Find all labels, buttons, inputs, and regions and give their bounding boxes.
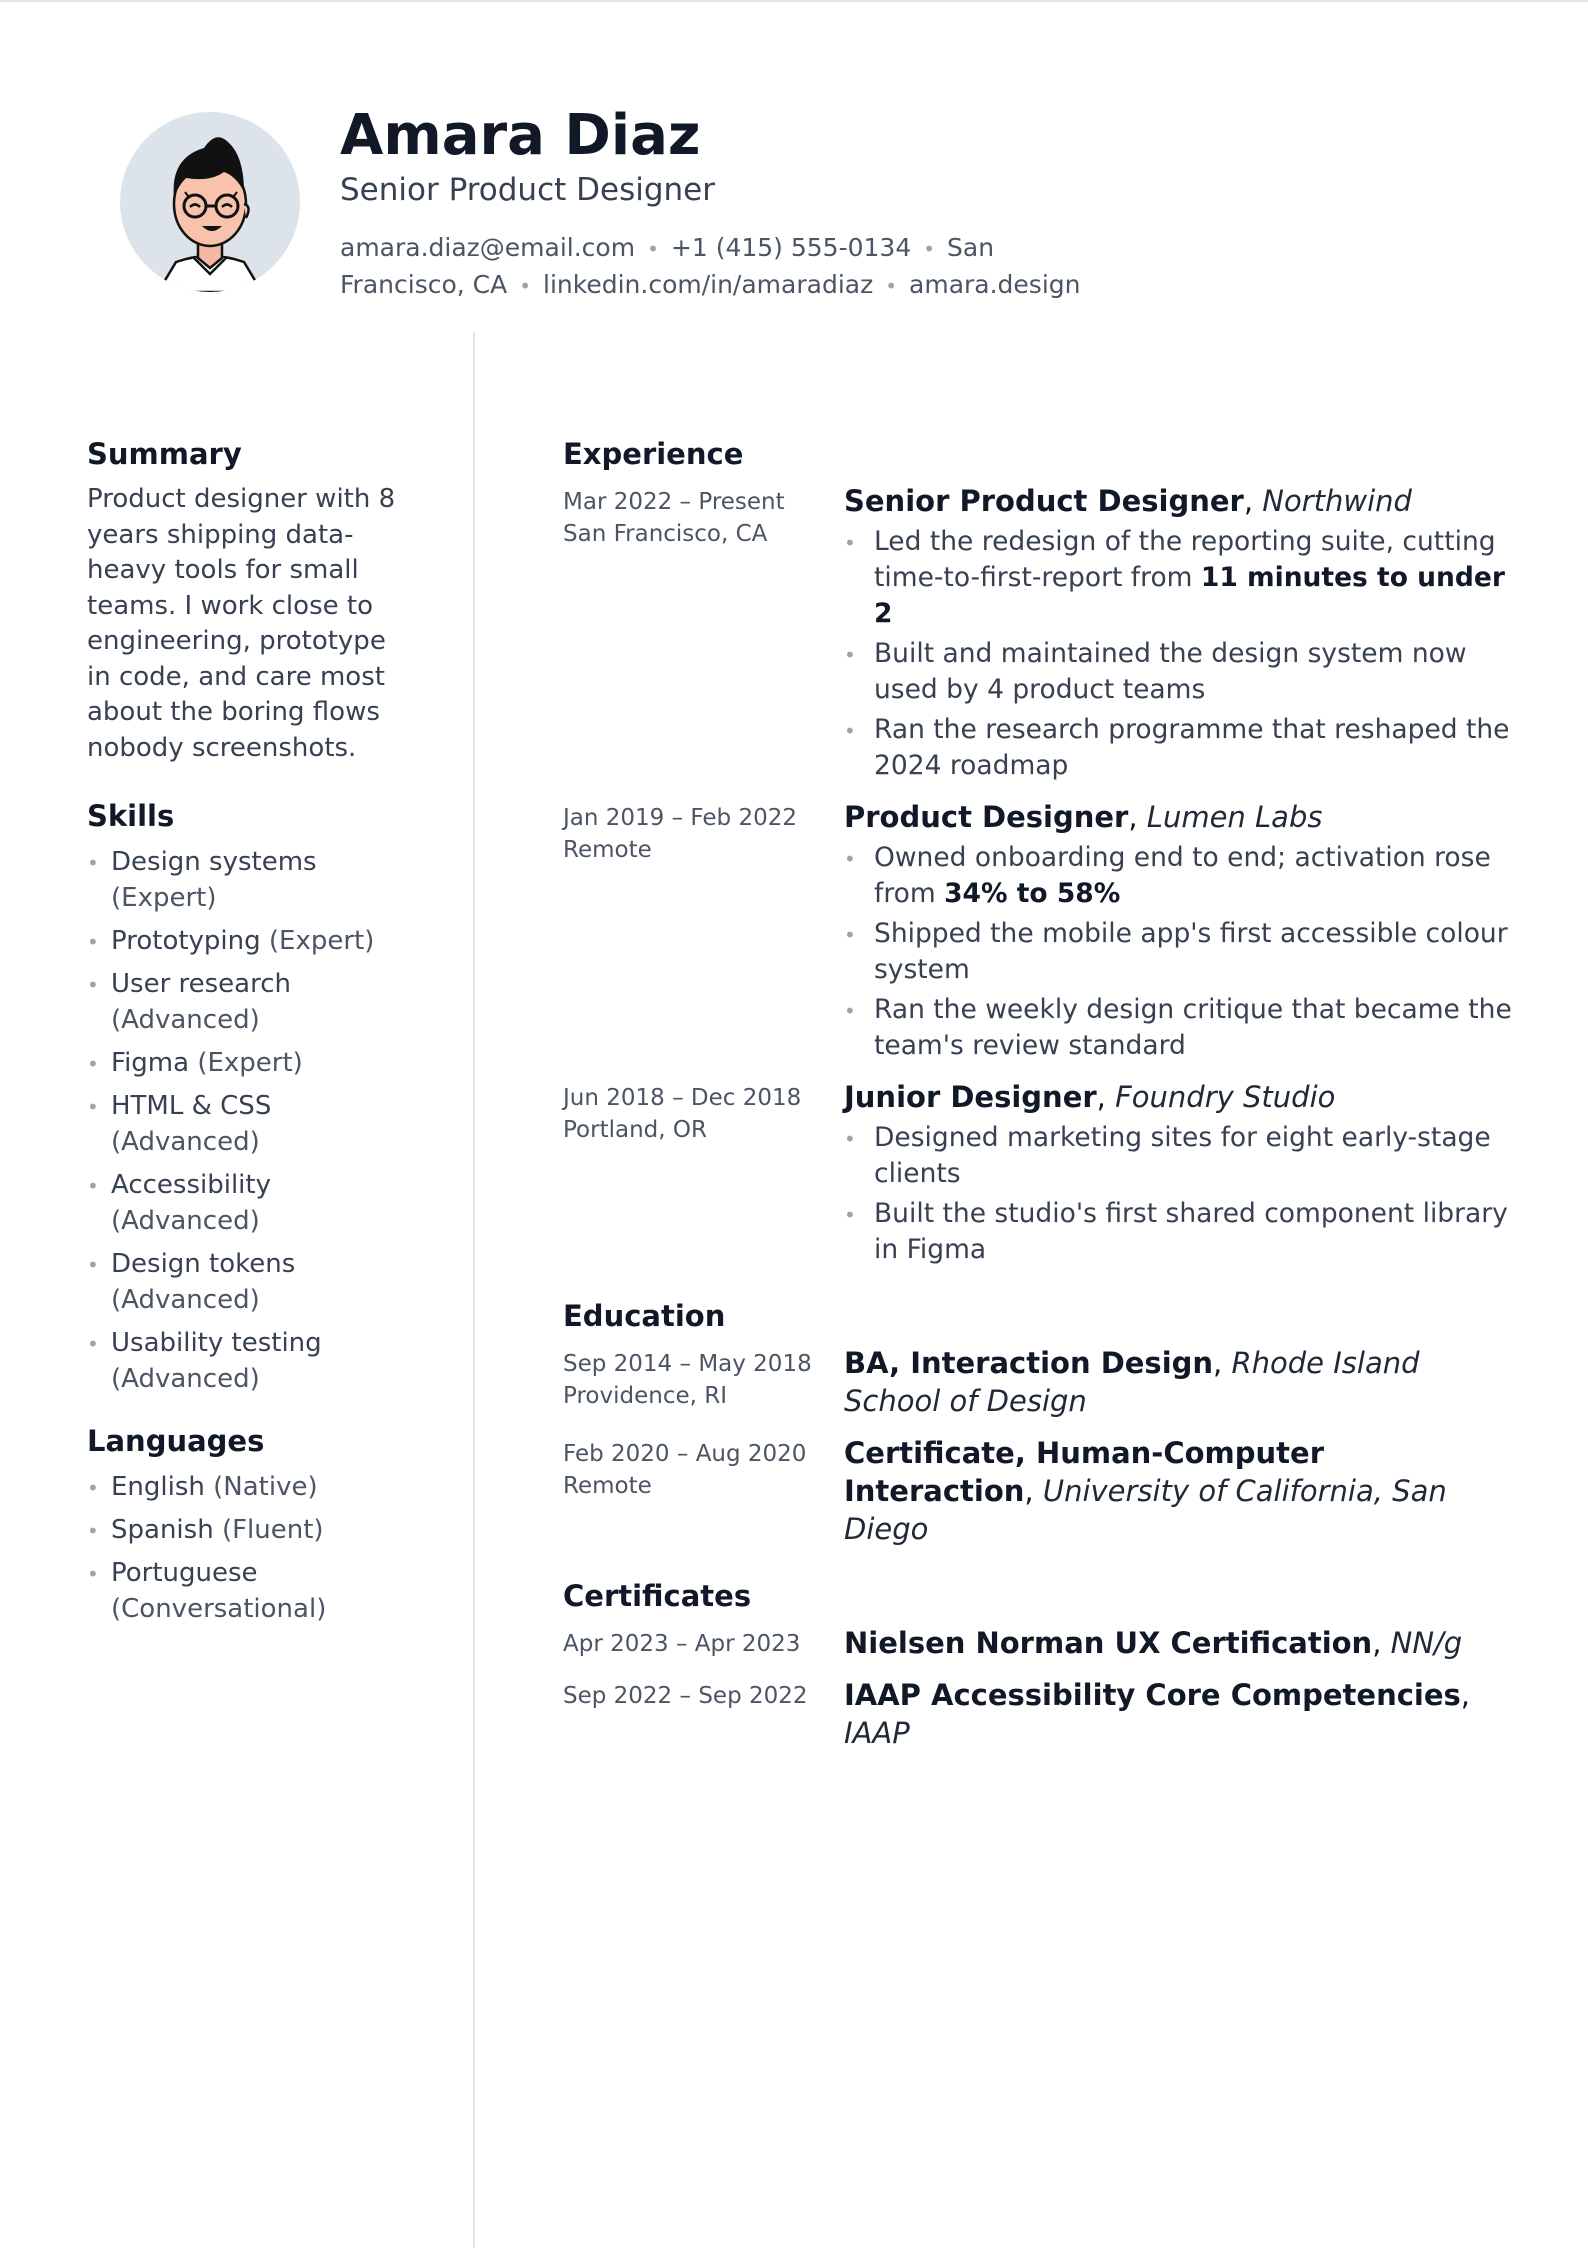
language-name: English (111, 1472, 205, 1502)
entry-meta (563, 802, 833, 866)
experience-section (563, 432, 1523, 1268)
contact-email[interactable]: amara.diaz@email.com (340, 233, 636, 262)
entry-location: Portland, OR (563, 1117, 707, 1143)
job-title: Product Designer (844, 800, 1129, 834)
skills-list (87, 844, 407, 1397)
skill-item (87, 1045, 407, 1081)
language-level: (Native) (213, 1472, 318, 1502)
skill-item (87, 1167, 407, 1239)
bullet-text: Designed marketing sites for eight early-stage clients (874, 1122, 1491, 1189)
cartoon-avatar-icon (120, 112, 300, 292)
section-title-languages: Languages (87, 1424, 265, 1458)
bullet-text: Led the redesign of the reporting suite, cutting time-to-first-report from (874, 526, 1496, 593)
education-entry (563, 1434, 1523, 1548)
skill-level: (Expert) (197, 1048, 303, 1078)
entry-title: Certificate, Human-Computer Interaction, University of California, San Diego (844, 1436, 1447, 1546)
skill-name: User research (111, 969, 292, 999)
entry-dates: Sep 2014 – May 2018 (563, 1351, 812, 1377)
entry-title: Nielsen Norman UX Certification, NN/g (844, 1626, 1463, 1660)
entry-meta (563, 1082, 833, 1146)
bullet-item (844, 916, 1523, 988)
bullet-text: Built the studio's first shared component library in Figma (874, 1198, 1508, 1265)
skill-item (87, 923, 407, 959)
certificate-issuer: IAAP (844, 1716, 910, 1750)
job-title: Junior Designer (844, 1080, 1097, 1114)
bullet-text: Built and maintained the design system now used by 4 product teams (874, 638, 1467, 705)
language-item (87, 1512, 407, 1548)
certificate-name: IAAP Accessibility Core Competencies (844, 1678, 1461, 1712)
language-level: (Conversational) (111, 1594, 327, 1624)
section-title-education: Education (563, 1299, 726, 1333)
column-divider (473, 332, 475, 2248)
entry-meta (563, 1438, 833, 1502)
bullet-item (844, 712, 1523, 784)
section-title-skills: Skills (87, 799, 175, 833)
skill-item (87, 1246, 407, 1318)
entry-title: Junior Designer, Foundry Studio (844, 1080, 1336, 1114)
skill-item (87, 1088, 407, 1160)
bullet-item (844, 636, 1523, 708)
contact-linkedin[interactable]: linkedin.com/in/amaradiaz (543, 270, 874, 299)
entry-body (844, 1434, 1523, 1548)
skill-level: (Advanced) (111, 1206, 260, 1236)
entry-location: Remote (563, 1473, 652, 1499)
section-title-experience: Experience (563, 437, 744, 471)
skill-name: Design tokens (111, 1249, 296, 1279)
entry-body (844, 798, 1523, 1064)
skill-level: (Expert) (268, 926, 375, 956)
bullet-item (844, 840, 1523, 912)
entry-title: BA, Interaction Design, Rhode Island School of Design (844, 1346, 1420, 1418)
education-section (563, 1294, 1523, 1548)
entry-location: Remote (563, 837, 652, 863)
bullet-text: Owned onboarding end to end; activation rose from (874, 842, 1491, 909)
summary-section (87, 432, 407, 766)
language-name: Spanish (111, 1515, 214, 1545)
job-title: Senior Product Designer (844, 484, 1244, 518)
language-level: (Fluent) (221, 1515, 324, 1545)
entry-bullets (844, 524, 1523, 784)
entry-title: Senior Product Designer, Northwind (844, 484, 1412, 518)
entry-body (844, 482, 1523, 784)
entry-bullets (844, 1120, 1523, 1268)
bullet-highlight: 34% to 58% (944, 878, 1121, 909)
bullet-text: Ran the weekly design critique that became the team's review standard (874, 994, 1512, 1061)
skill-name: Usability testing (111, 1328, 322, 1358)
resume-header (120, 103, 1120, 308)
school-name: Rhode Island School of Design (844, 1346, 1420, 1418)
skill-level: (Advanced) (111, 1285, 260, 1315)
candidate-name: Amara Diaz (340, 103, 701, 168)
bullet-item (844, 992, 1523, 1064)
entry-meta (563, 1348, 833, 1412)
skill-item (87, 1325, 407, 1397)
entry-meta (563, 486, 833, 550)
entry-meta (563, 1680, 833, 1712)
language-item (87, 1469, 407, 1505)
contact-location: San Francisco, CA (340, 233, 995, 299)
entry-dates: Sep 2022 – Sep 2022 (563, 1683, 808, 1709)
entry-dates: Apr 2023 – Apr 2023 (563, 1631, 801, 1657)
bullet-item (844, 524, 1523, 632)
entry-body (844, 1624, 1523, 1662)
entry-dates: Feb 2020 – Aug 2020 (563, 1441, 807, 1467)
languages-list (87, 1469, 407, 1627)
skill-level: (Advanced) (111, 1127, 260, 1157)
bullet-item (844, 1120, 1523, 1192)
entry-body (844, 1078, 1523, 1268)
certificate-name: Nielsen Norman UX Certification (844, 1626, 1373, 1660)
headline: Senior Product Designer (340, 172, 715, 208)
separator-dot: • (647, 237, 659, 261)
certificate-entry (563, 1676, 1523, 1752)
entry-body (844, 1344, 1523, 1420)
skill-item (87, 966, 407, 1038)
entry-location: Providence, RI (563, 1383, 727, 1409)
bullet-item (844, 1196, 1523, 1268)
avatar (120, 112, 300, 292)
section-title-certificates: Certificates (563, 1579, 752, 1613)
entry-meta (563, 1628, 833, 1660)
summary-text: Product designer with 8 years shipping data-heavy tools for small teams. I work close to engineering, prototype in code, and care most about the boring flows nobody screenshots. (87, 484, 396, 763)
skill-name: Design systems (111, 847, 317, 877)
experience-entry (563, 482, 1523, 784)
separator-dot: • (923, 237, 936, 261)
separator-dot: • (885, 274, 898, 298)
entry-dates: Jun 2018 – Dec 2018 (563, 1085, 802, 1111)
bullet-text: Ran the research programme that reshaped the 2024 roadmap (874, 714, 1510, 781)
skills-section (87, 794, 407, 1397)
entry-title: IAAP Accessibility Core Competencies, IAAP (844, 1678, 1471, 1750)
school-name: University of California, San Diego (844, 1474, 1447, 1546)
languages-section (87, 1419, 407, 1627)
entry-title: Product Designer, Lumen Labs (844, 800, 1323, 834)
skill-level: (Expert) (111, 883, 217, 913)
skill-name: Accessibility (111, 1170, 271, 1200)
company-name: Foundry Studio (1115, 1080, 1336, 1114)
left-column (87, 432, 407, 1634)
contact-line (340, 230, 1120, 304)
entry-bullets (844, 840, 1523, 1064)
entry-location: San Francisco, CA (563, 521, 768, 547)
skill-item (87, 844, 407, 916)
certificate-entry (563, 1624, 1523, 1662)
skill-name: Figma (111, 1048, 190, 1078)
degree-name: Certificate, Human-Computer Interaction (844, 1436, 1325, 1508)
language-item (87, 1555, 407, 1627)
certificate-issuer: NN/g (1390, 1626, 1463, 1660)
entry-dates: Jan 2019 – Feb 2022 (563, 805, 797, 831)
bullet-text: Shipped the mobile app's first accessible colour system (874, 918, 1508, 985)
experience-entry (563, 798, 1523, 1064)
skill-level: (Advanced) (111, 1364, 260, 1394)
skill-level: (Advanced) (111, 1005, 260, 1035)
section-title-summary: Summary (87, 437, 242, 471)
certificates-section (563, 1574, 1523, 1752)
separator-dot: • (519, 274, 532, 298)
experience-entry (563, 1078, 1523, 1268)
company-name: Northwind (1262, 484, 1412, 518)
page-top-border (0, 0, 1588, 2)
bullet-highlight: 11 minutes to under 2 (874, 562, 1505, 629)
company-name: Lumen Labs (1146, 800, 1323, 834)
skill-name: HTML & CSS (111, 1091, 272, 1121)
skill-name: Prototyping (111, 926, 261, 956)
entry-body (844, 1676, 1523, 1752)
contact-phone[interactable]: +1 (415) 555-0134 (670, 233, 912, 262)
degree-name: BA, Interaction Design (844, 1346, 1214, 1380)
entry-dates: Mar 2022 – Present (563, 489, 785, 515)
contact-website[interactable]: amara.design (909, 270, 1081, 299)
education-entry (563, 1344, 1523, 1420)
right-column (563, 432, 1523, 1752)
language-name: Portuguese (111, 1558, 258, 1588)
